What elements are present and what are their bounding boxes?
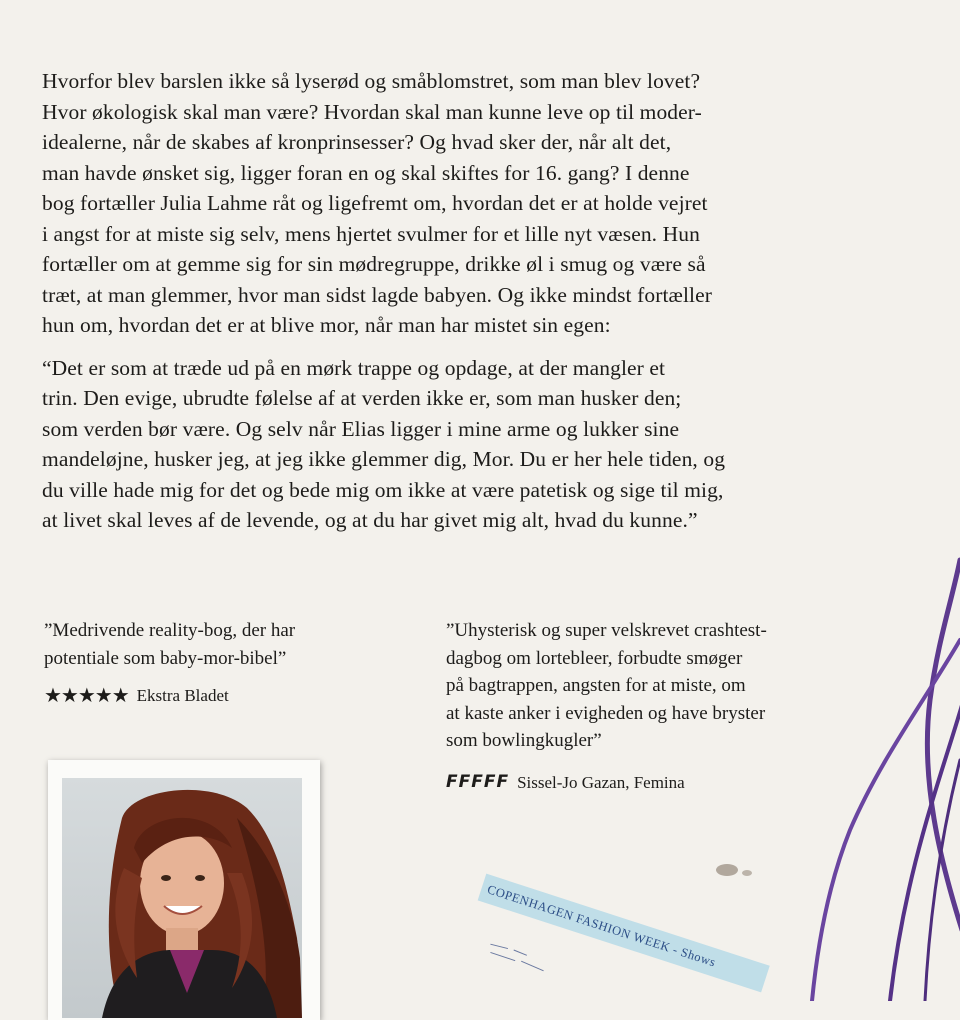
review-line: dagbog om lortebleer, forbudte smøger	[446, 647, 743, 669]
quote-line: du ville hade mig for det og bede mig om ikke at være patetisk og sige til mig,	[42, 477, 724, 502]
review-rating	[44, 682, 404, 710]
quote-line: at livet skal leves af de levende, og at du har givet mig alt, hvad du kunne.”	[42, 508, 698, 532]
review-line: på bagtrappen, angsten for at miste, om	[446, 675, 746, 696]
blurb-line: i angst for at miste sig selv, mens hjertet svulmer for et lille nyt væsen. Hun	[42, 221, 700, 246]
blurb-paragraph	[42, 66, 932, 341]
author-polaroid	[48, 760, 320, 1020]
quote-line: mandeløjne, husker jeg, at jeg ikke glemmer dig, Mor. Du er her hele tiden, og	[42, 447, 726, 471]
review-line: ”Uhysterisk og super velskrevet crashtest-	[446, 620, 767, 641]
blurb-line: Hvor økologisk skal man være? Hvordan skal man kunne leve op til moder-	[42, 99, 702, 124]
author-photo	[62, 778, 302, 1018]
blurb-line: bog fortæller Julia Lahme råt og ligefremt om, hvordan det er at holde vejret	[42, 191, 708, 215]
book-excerpt-quote	[42, 353, 932, 536]
review-line: at kaste anker i evigheden og have bryster	[446, 702, 766, 724]
blurb-line: hun om, hvordan det er at blive mor, når man har mistet sin egen:	[42, 313, 611, 337]
back-cover-blurb	[42, 66, 932, 536]
blurb-line: man havde ønsket sig, ligger foran en og skal skiftes for 16. gang? I denne	[42, 160, 690, 185]
author-portrait-illustration	[62, 778, 302, 1018]
five-stars-icon: ★★★★★	[44, 683, 129, 707]
five-f-rating-icon: FFFFF	[446, 771, 510, 792]
paper-speck-decoration	[716, 864, 738, 876]
review-line: potentiale som baby-mor-bibel”	[44, 647, 287, 669]
review-ekstra-bladet	[44, 617, 404, 710]
blurb-line: Hvorfor blev barslen ikke så lyserød og småblomstret, som man blev lovet?	[42, 69, 701, 93]
fashion-week-tape: COPENHAGEN FASHION WEEK - Shows	[478, 874, 770, 993]
stamp-scribble-icon	[485, 938, 558, 976]
review-source: Ekstra Bladet	[136, 686, 229, 705]
review-source: Sissel-Jo Gazan, Femina	[517, 772, 685, 792]
blurb-line: idealerne, når de skabes af kronprinsesser? Og hvad sker der, når alt det,	[42, 130, 672, 154]
review-line: ”Medrivende reality-bog, der har	[44, 620, 296, 641]
review-line: som bowlingkugler”	[446, 730, 602, 751]
review-femina	[446, 617, 916, 796]
quote-line: “Det er som at træde ud på en mørk trappe og opdage, at der mangler et	[42, 355, 666, 380]
quote-line: som verden bør være. Og selv når Elias ligger i mine arme og lukker sine	[42, 416, 680, 441]
review-rating	[446, 769, 916, 797]
blurb-line: fortæller om at gemme sig for sin mødregruppe, drikke øl i smug og være så	[42, 252, 706, 276]
ticket-stamp-mark	[484, 938, 558, 978]
quote-line: trin. Den evige, ubrudte følelse af at verden ikke er, som man husker den;	[42, 386, 682, 410]
paper-speck-decoration	[742, 870, 752, 876]
blurb-line: træt, at man glemmer, hvor man sidst lagde babyen. Og ikke mindst fortæller	[42, 282, 713, 307]
